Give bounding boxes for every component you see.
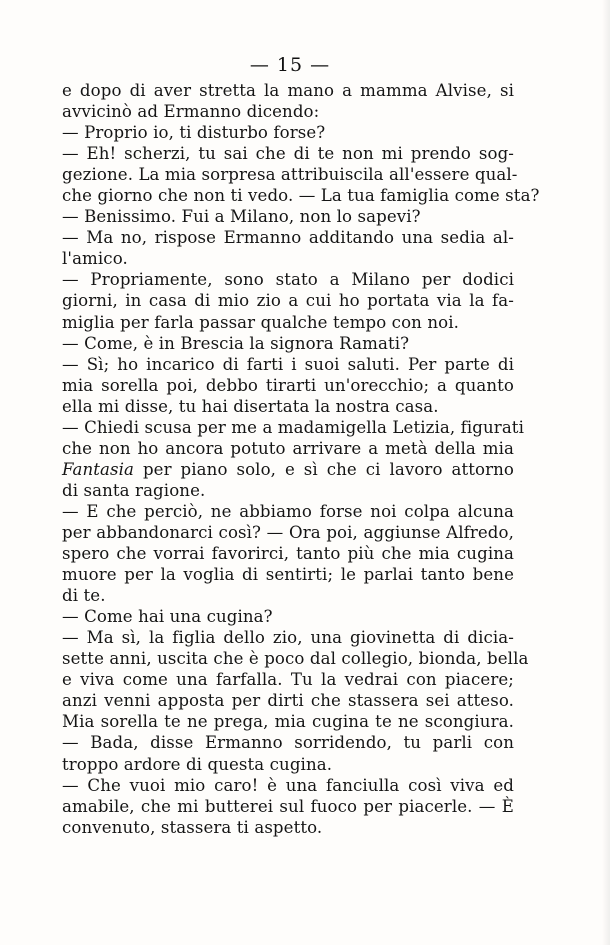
text-line: — Sì; ho incarico di farti i suoi saluti. Per parte di (62, 354, 514, 374)
text-line-rest: per piano solo, e sì che ci lavoro attorno (134, 459, 514, 479)
text-line: spero che vorrai favorirci, tanto più che mia cugina (62, 544, 514, 564)
text-line: — E che perciò, ne abbiamo forse noi colpa alcuna (62, 501, 514, 521)
body-text (62, 80, 540, 838)
text-line: avvicinò ad Ermanno dicendo: (62, 102, 320, 122)
text-line: e viva come una farfalla. Tu la vedrai con piacere; (62, 670, 514, 690)
text-line: — Come hai una cugina? (62, 607, 273, 627)
text-line: — Propriamente, sono stato a Milano per dodici (62, 270, 514, 290)
text-line: convenuto, stassera ti aspetto. (62, 817, 323, 837)
text-line: che giorno che non ti vedo. — La tua famiglia come sta? (62, 186, 540, 206)
text-line: anzi venni apposta per dirti che stassera sei atteso. (62, 691, 514, 711)
text-line: troppo ardore di questa cugina. (62, 754, 333, 774)
text-line: — Bada, disse Ermanno sorridendo, tu parli con (62, 733, 514, 753)
text-line: — Eh! scherzi, tu sai che di te non mi prendo sog- (62, 144, 514, 164)
text-line: l'amico. (62, 249, 128, 269)
page-number: — 15 — (249, 54, 331, 76)
text-line: di te. (62, 586, 106, 606)
text-line: di santa ragione. (62, 480, 206, 500)
text-line: — Ma sì, la figlia dello zio, una giovinetta di dicia- (62, 628, 514, 648)
text-line: — Benissimo. Fui a Milano, non lo sapevi? (62, 207, 421, 227)
text-line: mia sorella poi, debbo tirarti un'orecchio; a quanto (62, 375, 514, 395)
text-line: amabile, che mi butterei sul fuoco per piacerle. — È (62, 796, 514, 816)
text-line: sette anni, uscita che è poco dal collegio, bionda, bella (62, 649, 529, 669)
text-line: per abbandonarci così? — Ora poi, aggiunse Alfredo, (62, 522, 514, 542)
text-line: — Ma no, rispose Ermanno additando una sedia al- (62, 228, 514, 248)
page-edge-shadow (602, 0, 610, 945)
text-line: e dopo di aver stretta la mano a mamma Alvise, si (62, 81, 514, 100)
text-line: gezione. La mia sorpresa attribuiscila all'essere qual- (62, 165, 518, 185)
text-line: muore per la voglia di sentirti; le parlai tanto bene (62, 565, 514, 585)
text-line: ella mi disse, tu hai disertata la nostra casa. (62, 396, 439, 416)
text-line: — Proprio io, ti disturbo forse? (62, 123, 326, 143)
text-line: Mia sorella te ne prega, mia cugina te ne scongiura. (62, 712, 514, 732)
text-line: giorni, in casa di mio zio a cui ho portata via la fa- (62, 291, 514, 311)
text-line: — Come, è in Brescia la signora Ramati? (62, 333, 410, 353)
text-line: — Che vuoi mio caro! è una fanciulla così viva ed (62, 775, 514, 795)
text-line: miglia per farla passar qualche tempo con noi. (62, 312, 459, 332)
text-line-with-italic (62, 459, 514, 480)
text-line: — Chiedi scusa per me a madamigella Letizia, figurati (62, 417, 524, 437)
text-line: che non ho ancora potuto arrivare a metà della mia (62, 438, 514, 458)
italic-title: Fantasia (62, 459, 135, 479)
